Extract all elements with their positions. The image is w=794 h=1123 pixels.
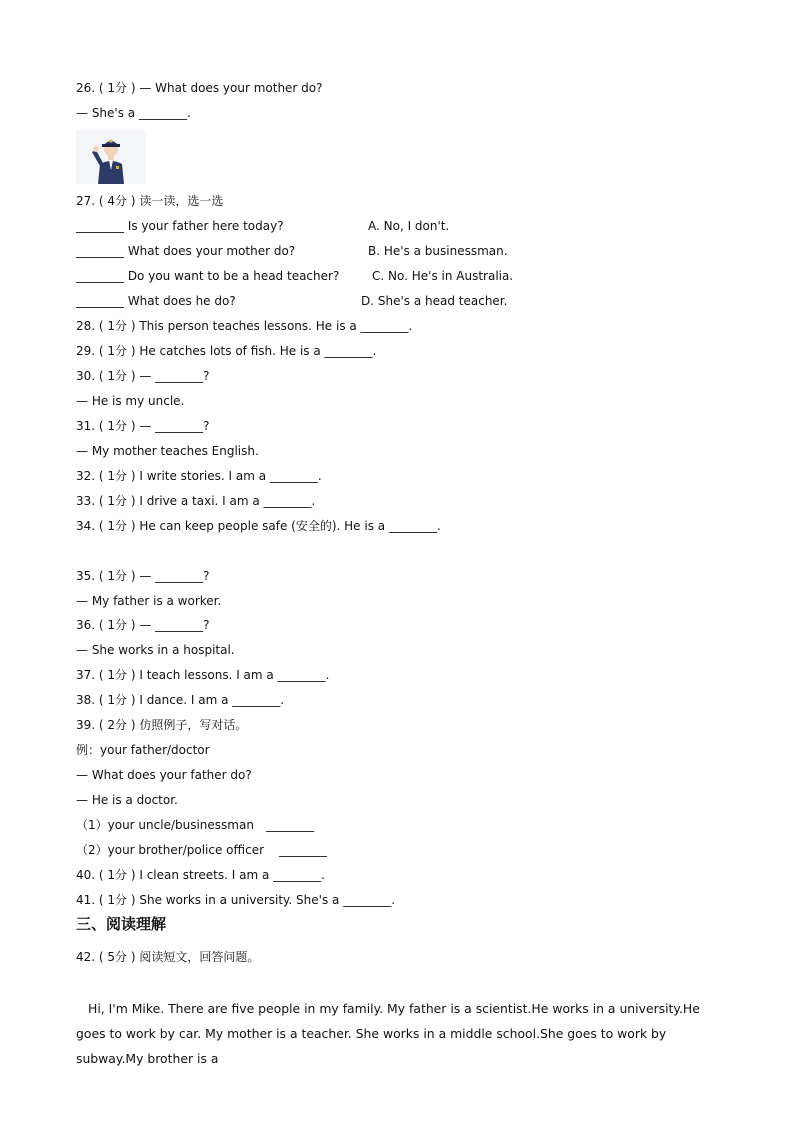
police-officer-illustration [76,130,146,184]
q27-left-3: ________ Do you want to be a head teacher? [76,269,340,283]
reading-passage: Hi, I'm Mike. There are five people in my family. My father is a scientist.He works in a university.He goes to work by car. My mother is a teacher. She works in a middle school.She goes to work by subway.My brother is a [76,1001,700,1066]
q27-left-4: ________ What does he do? [76,294,236,308]
question-36-answer: — She works in a hospital. [76,643,235,657]
q39-item-1: （1）your uncle/businessman [76,818,254,832]
q27-right-3: C. No. He's in Australia. [372,269,514,283]
question-39: 39. ( 2分 ) 仿照例子，写对话。 [76,718,248,732]
q27-right-1: A. No, I don't. [368,219,450,233]
question-30-answer: — He is my uncle. [76,394,185,408]
q39-item-1-blank: ________ [266,818,314,832]
question-32: 32. ( 1分 ) I write stories. I am a ________. [76,469,322,483]
question-37: 37. ( 1分 ) I teach lessons. I am a ________. [76,668,330,682]
question-26: 26. ( 1分 ) — What does your mother do? [76,81,323,95]
question-26-answer-line: — She's a ________. [76,106,191,120]
question-33: 33. ( 1分 ) I drive a taxi. I am a ________. [76,494,316,508]
question-36: 36. ( 1分 ) — ________? [76,618,210,632]
question-35: 35. ( 1分 ) — ________? [76,569,210,583]
question-34: 34. ( 1分 ) He can keep people safe (安全的). He is a ________. [76,519,441,533]
question-40: 40. ( 1分 ) I clean streets. I am a ________. [76,868,325,882]
question-38: 38. ( 1分 ) I dance. I am a ________. [76,693,285,707]
police-officer-icon [76,130,146,184]
q39-example: 例：your father/doctor [76,743,210,757]
question-31: 31. ( 1分 ) — ________? [76,419,210,433]
q27-left-1: ________ Is your father here today? [76,219,284,233]
question-31-answer: — My mother teaches English. [76,444,259,458]
question-27: 27. ( 4分 ) 读一读，选一选 [76,194,224,208]
question-35-answer: — My father is a worker. [76,594,222,608]
question-42: 42. ( 5分 ) 阅读短文，回答问题。 [76,950,260,964]
q39-example-answer: — He is a doctor. [76,793,178,807]
q27-right-4: D. She's a head teacher. [361,294,508,308]
q39-item-2: （2）your brother/police officer [76,843,265,857]
q27-right-2: B. He's a businessman. [368,244,508,258]
question-28: 28. ( 1分 ) This person teaches lessons. He is a ________. [76,319,413,333]
q39-item-2-blank: ________ [279,843,327,857]
question-41: 41. ( 1分 ) She works in a university. She's a ________. [76,893,396,907]
section-heading-reading: 三、阅读理解 [76,915,167,933]
q27-left-2: ________ What does your mother do? [76,244,296,258]
question-29: 29. ( 1分 ) He catches lots of fish. He is a ________. [76,344,377,358]
question-30: 30. ( 1分 ) — ________? [76,369,210,383]
q39-example-question: — What does your father do? [76,768,252,782]
